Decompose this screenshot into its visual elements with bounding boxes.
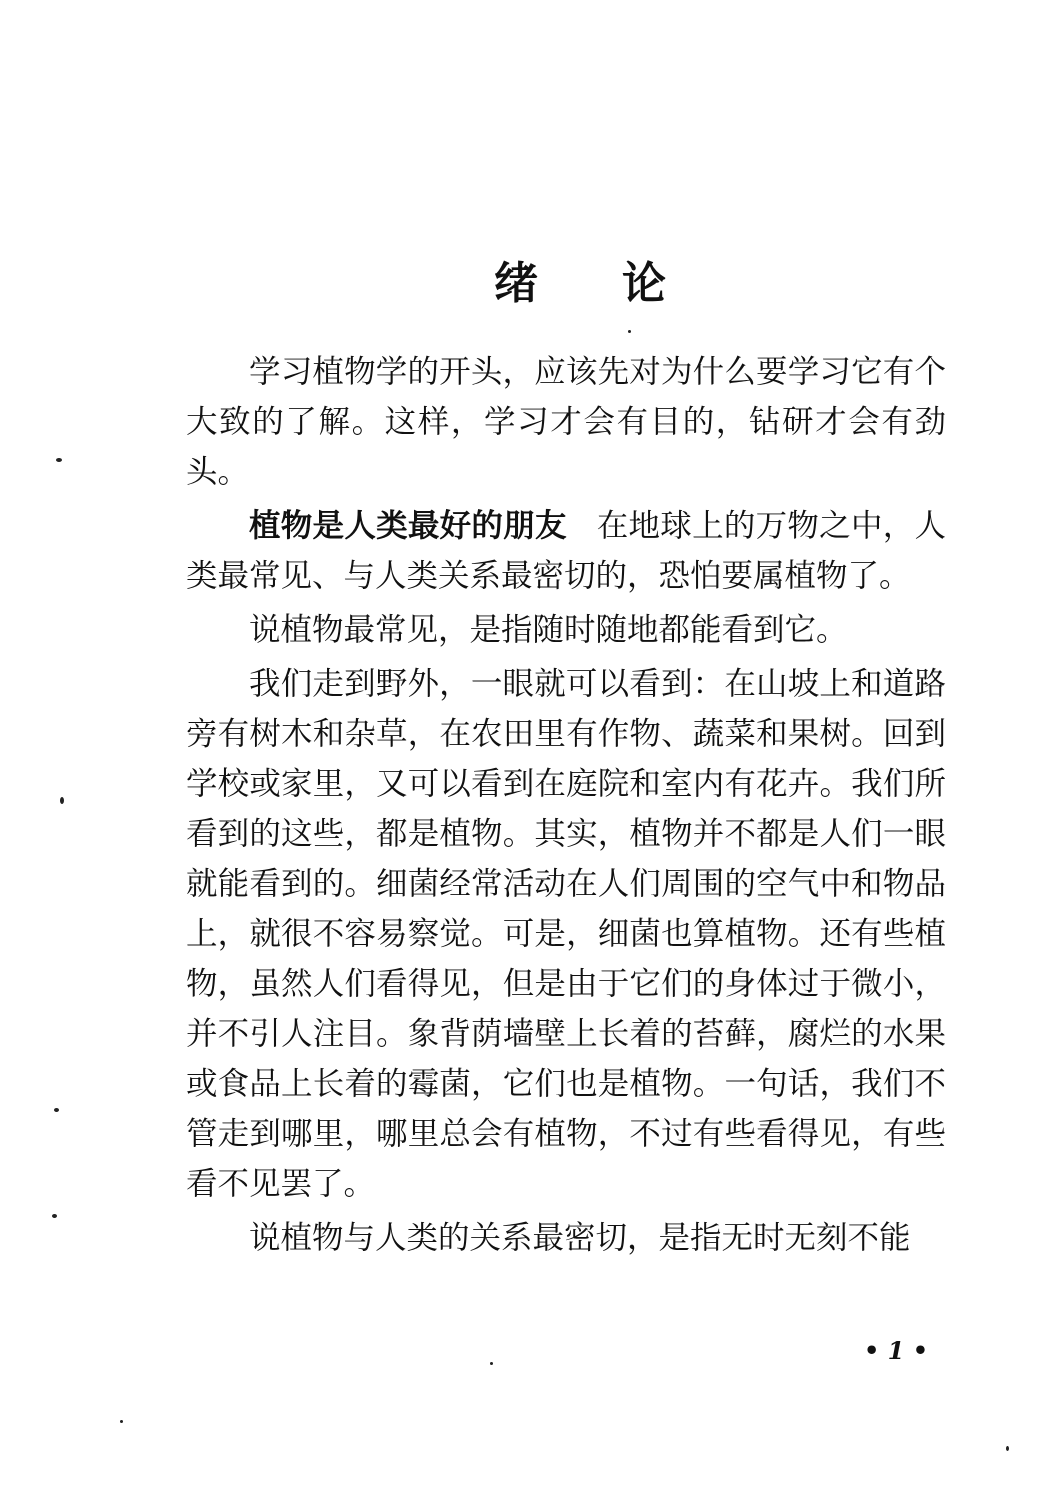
scan-speck: [60, 797, 64, 804]
paragraph: [186, 659, 946, 1209]
scan-speck: [490, 1362, 493, 1365]
page-number: • 1 •: [863, 1336, 929, 1365]
scan-speck: [1006, 1446, 1009, 1451]
paragraph-text: 学习植物学的开头，应该先对为什么要学习它有个大致的了解。这样，学习才会有目的，钻研才会有劲头。: [186, 354, 946, 490]
chapter-title-char-1: 绪: [494, 258, 538, 309]
paragraph: [186, 1213, 946, 1263]
scan-speck: [56, 458, 62, 462]
paragraph: [186, 605, 946, 655]
section-heading: 植物是人类最好的朋友: [249, 508, 567, 544]
body-text: [186, 347, 946, 1267]
paragraph-text: 在地球上的万物之中，人类最常见、与人类关系最密切的，恐怕要属植物了。: [186, 508, 946, 594]
scan-speck: [52, 1214, 57, 1218]
paragraph-text: 我们走到野外，一眼就可以看到：在山坡上和道路旁有树木和杂草，在农田里有作物、蔬菜和果树。回到学校或家里，又可以看到在庭院和室内有花卉。我们所看到的这些，都是植物。其实，植物并不都是人们一眼就能看到的。细菌经常活动在人们周围的空气中和物品上，就很不容易察觉。可是，细菌也算植物。还有些植物，虽然人们看得见，但是由于它们的身体过于微小，并不引人注目。象背荫墙壁上长着的苔藓，腐烂的水果或食品上长着的霉菌，它们也是植物。一句话，我们不管走到哪里，哪里总会有植物，不过有些看得见，有些看不见罢了。: [186, 666, 946, 1202]
paragraph-text: 说植物与人类的关系最密切，是指无时无刻不能: [249, 1220, 911, 1256]
chapter-title: [0, 247, 1060, 307]
paragraph-text: 说植物最常见，是指随时随地都能看到它。: [249, 612, 848, 648]
paragraph: [186, 347, 946, 497]
scan-speck: [628, 330, 631, 333]
chapter-title-char-2: 论: [622, 258, 666, 309]
scan-speck: [54, 1108, 59, 1112]
scan-speck: [120, 1420, 123, 1423]
paragraph: [186, 501, 946, 601]
